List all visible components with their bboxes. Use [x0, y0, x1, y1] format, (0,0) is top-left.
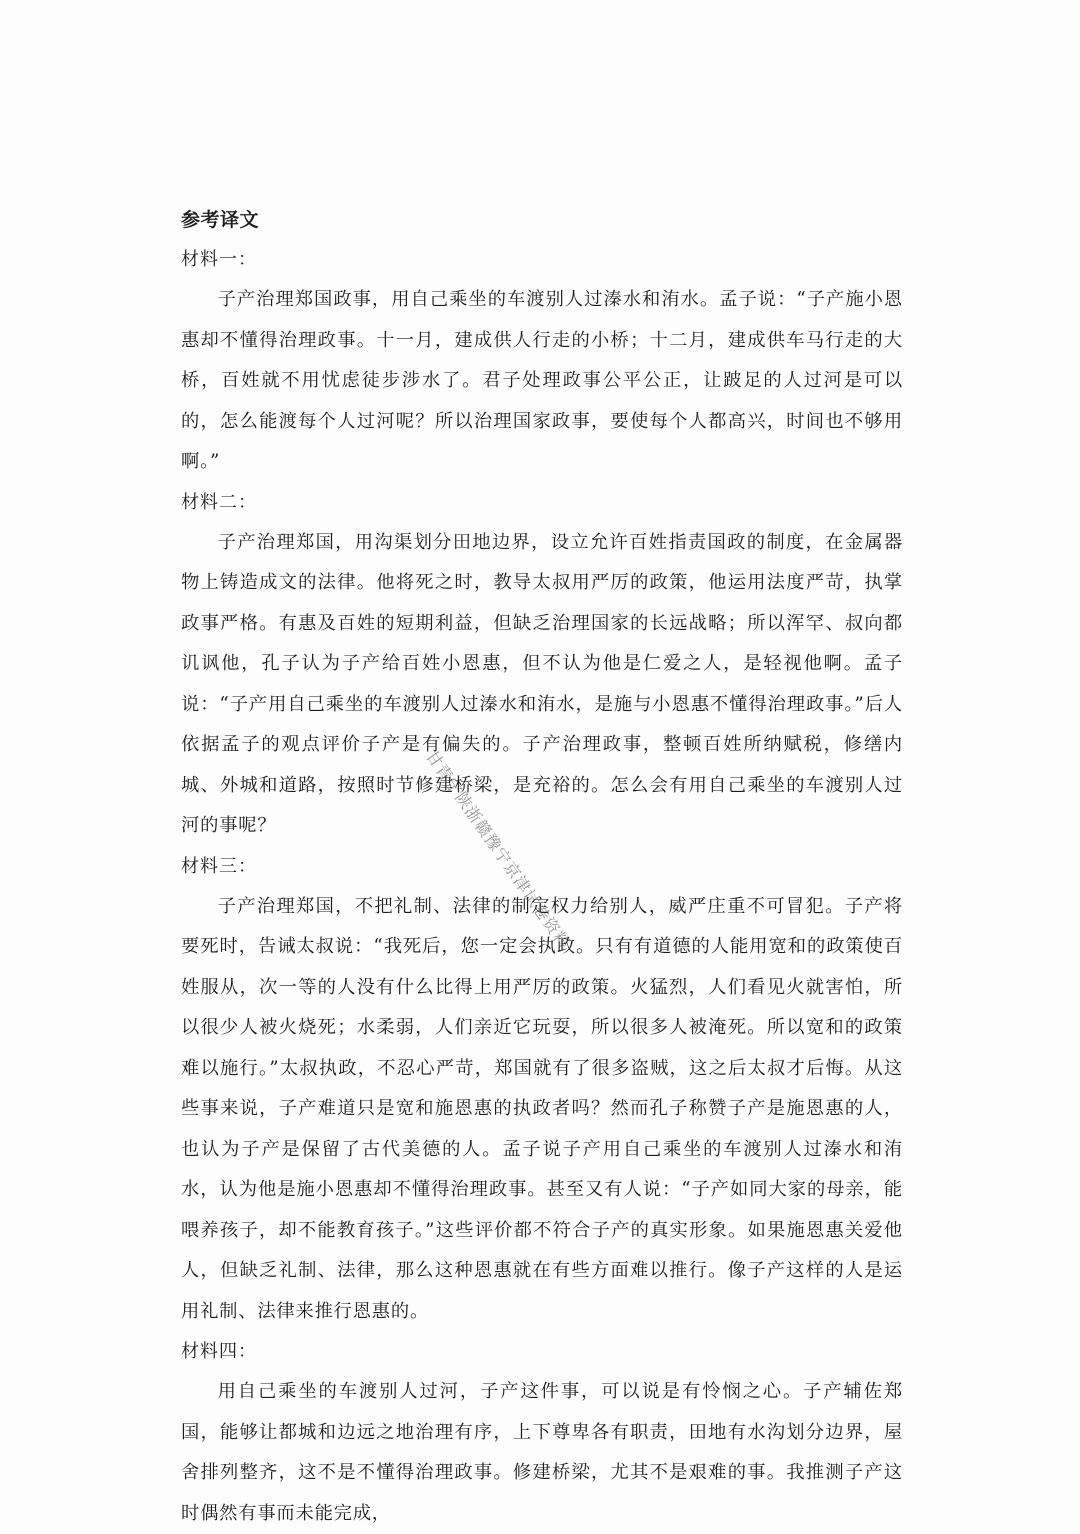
document-title: 参考译文: [181, 209, 260, 231]
section-label-3: 材料三：: [181, 855, 257, 877]
section-label-2: 材料二：: [181, 491, 257, 513]
watermark: 甘青宁陕浙赣豫宁京津试卷资料: [421, 746, 575, 953]
section-label-1: 材料一：: [181, 249, 257, 270]
section-2-paragraph: 子产治理郑国，用沟渠划分田地边界，设立允许百姓指责国政的制度，在金属器物上铸造成文的法律。他将死之时，教导太叔用严厉的政策，他运用法度严苛，执掌政事严格。有惠及百姓的短期利益，但缺乏治理国家的长远战略；所以浑罕、叔向都讥讽他，孔子认为子产给百姓小恩惠，但不认为他是仁爱之人，是轻视他啊。孟子说：“子产用自己乘坐的车渡别人过溱水和洧水，是施与小恩惠不懂得治理政事。”后人依据孟子的观点评价子产是有偏失的。子产治理政事，整顿百姓所纳赋税，修缮内城、外城和道路，按照时节修建桥梁，是充裕的。怎么会有用自己乘坐的车渡别人过河的事呢？: [181, 531, 903, 836]
section-3-paragraph: 子产治理郑国，不把礼制、法律的制定权力给别人，威严庄重不可冒犯。子产将要死时，告诫太叔说：“我死后，您一定会执政。只有有道德的人能用宽和的政策使百姓服从，次一等的人没有什么比得上用严厉的政策。火猛烈，人们看见火就害怕，所以很少人被火烧死；水柔弱，人们亲近它玩耍，所以很多人被淹死。所以宽和的政策难以施行。”太叔执政，不忍心严苛，郑国就有了很多盗贼，这之后太叔才后悔。从这些事来说，子产难道只是宽和施恩惠的执政者吗？然而孔子称赞子产是施恩惠的人，也认为子产是保留了古代美德的人。孟子说子产用自己乘坐的车渡别人过溱水和洧水，认为他是施小恩惠却不懂得治理政事。甚至又有人说：“子产如同大家的母亲，能喂养孩子，却不能教育孩子。”这些评价都不符合子产的真实形象。如果施恩惠关爱他人，但缺乏礼制、法律，那么这种恩惠就在有些方面难以推行。像子产这样的人是运用礼制、法律来推行恩惠的。: [181, 895, 903, 1322]
section-label-4: 材料四：: [181, 1341, 257, 1362]
document-body: [181, 200, 903, 1534]
section-1-paragraph: 子产治理郑国政事，用自己乘坐的车渡别人过溱水和洧水。孟子说：“子产施小恩惠却不懂得治理政事。十一月，建成供人行走的小桥；十二月，建成供车马行走的大桥，百姓就不用忧虑徒步涉水了。君子处理政事公平公正，让跛足的人过河是可以的，怎么能渡每个人过河呢？所以治理国家政事，要使每个人都高兴，时间也不够用啊。”: [181, 289, 903, 472]
section-4-paragraph: 用自己乘坐的车渡别人过河，子产这件事，可以说是有怜悯之心。子产辅佐郑国，能够让都城和边远之地治理有序，上下尊卑各有职责，田地有水沟划分边界，屋舍排列整齐，这不是不懂得治理政事。修建桥梁，尤其不是艰难的事。我推测子产这时偶然有事而未能完成，: [181, 1381, 903, 1524]
